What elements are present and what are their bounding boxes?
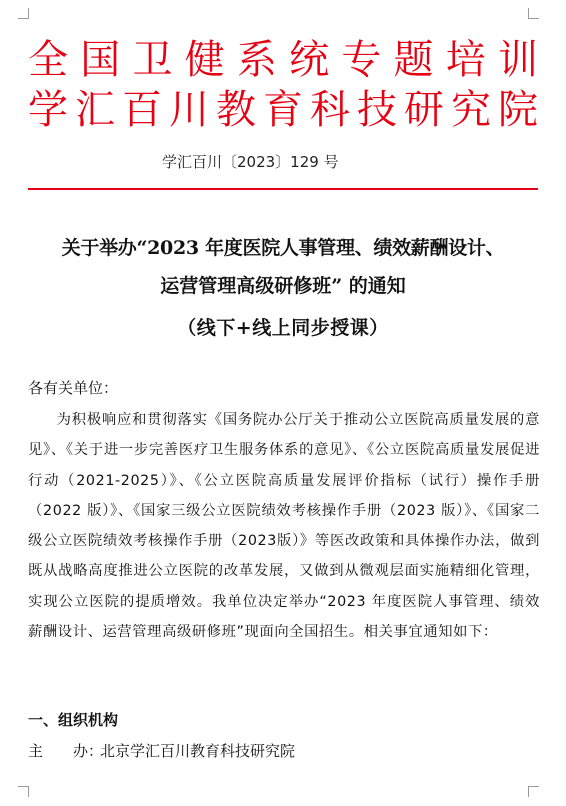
notice-subtitle: （线下+线上同步授课） — [177, 317, 389, 339]
crop-mark-top-right — [528, 8, 539, 19]
body-paragraph: 为积极响应和贯彻落实《国务院办公厅关于推动公立医院高质量发展的意见》、《关于进一步完善医疗卫生服务体系的意见》、《公立医院高质量发展促进行动（2021-2025）》、《公立医院高质量发展评价指标（试行）操作手册（2022 版）》、《国家三级公立医院绩效考核操作手册（2023 版）》、《国家二级公立医院绩效考核操作手册（2023版）》等医改政策和具体操作办法，做到既从战略高度推进公立医院的改革发展，又做到从微观层面实施精细化管理，实现公立医院的提质增效。我单位决定举办“2023 年度医院人事管理、绩效薪酬设计、运营管理高级研修班”现面向全国招生。相关事宜通知如下： — [28, 412, 540, 641]
red-header-line-1: 全国卫健系统专题培训 — [28, 37, 538, 83]
red-header-line-2: 学汇百川教育科技研究院 — [28, 87, 538, 133]
salutation: 各有关单位： — [28, 379, 119, 397]
crop-mark-bottom-right — [528, 786, 539, 797]
organizer-label-char-1: 主 — [28, 742, 44, 760]
organizer-label-char-2: 办： — [73, 742, 104, 760]
document-number: 学汇百川〔2023〕129 号 — [162, 153, 339, 171]
organizer-label — [28, 740, 104, 762]
organizer-value: 北京学汇百川教育科技研究院 — [100, 742, 296, 760]
crop-mark-bottom-left — [18, 786, 29, 797]
section-heading-organization: 一、组织机构 — [28, 711, 119, 729]
notice-title-line-1: 关于举办“2023 年度医院人事管理、绩效薪酬设计、 — [61, 237, 505, 259]
crop-mark-top-left — [18, 8, 29, 19]
organizer-row — [28, 740, 295, 762]
notice-title-line-2: 运营管理高级研修班” 的通知 — [160, 275, 406, 297]
red-divider-rule — [28, 188, 538, 190]
